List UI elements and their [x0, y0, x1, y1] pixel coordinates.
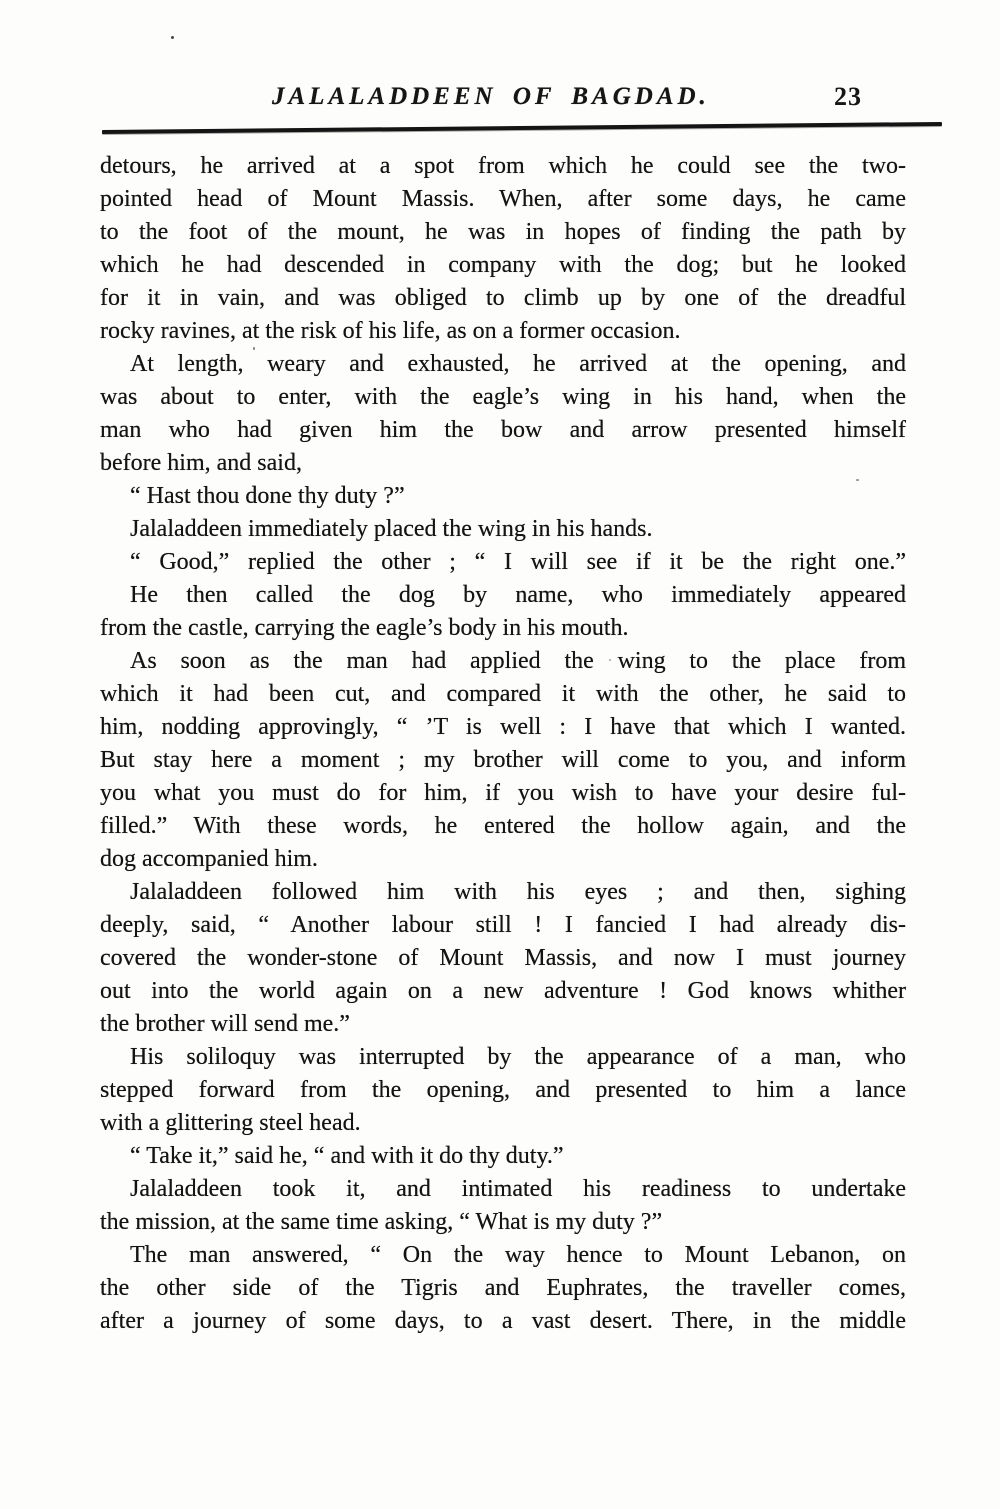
text-line: the mission, at the same time asking, “ What is my duty ?” [100, 1209, 663, 1235]
text-line: But stay here a moment ; my brother will come to you, and inform [100, 747, 906, 773]
text-line: detours, he arrived at a spot from which he could see the two- [100, 153, 906, 179]
text-line: The man answered, “ On the way hence to Mount Lebanon, on [130, 1242, 906, 1268]
text-line: from the castle, carrying the eagle’s body in his mouth. [100, 615, 629, 641]
text-line: out into the world again on a new adventure ! God knows whither [100, 978, 906, 1004]
text-line: “ Hast thou done thy duty ?” [130, 483, 405, 509]
body-text [100, 150, 906, 1338]
text-line: was about to enter, with the eagle’s wing in his hand, when the [100, 384, 906, 410]
text-line: Jalaladdeen immediately placed the wing in his hands. [130, 516, 653, 542]
page-number: 23 [834, 82, 862, 111]
text-line: As soon as the man had applied the wing to the place from [130, 648, 906, 674]
text-line: At length, weary and exhausted, he arrived at the opening, and [130, 351, 906, 377]
text-line: covered the wonder-stone of Mount Massis, and now I must journey [100, 945, 906, 971]
text-line: He then called the dog by name, who immediately appeared [130, 582, 906, 608]
text-line: Jalaladdeen followed him with his eyes ; and then, sighing [130, 879, 906, 905]
text-line: after a journey of some days, to a vast desert. There, in the middle [100, 1308, 906, 1334]
text-line: which it had been cut, and compared it with the other, he said to [100, 681, 906, 707]
text-line: filled.” With these words, he entered the hollow again, and the [100, 813, 906, 839]
text-line: to the foot of the mount, he was in hopes of finding the path by [100, 219, 906, 245]
text-line: the other side of the Tigris and Euphrates, the traveller comes, [100, 1275, 906, 1301]
text-line: before him, and said, [100, 450, 302, 476]
text-line: the brother will send me.” [100, 1011, 350, 1037]
text-line: man who had given him the bow and arrow presented himself [100, 417, 906, 443]
header-rule [102, 122, 942, 134]
text-line: dog accompanied him. [100, 846, 318, 872]
text-line: “ Good,” replied the other ; “ I will see if it be the right one.” [130, 549, 906, 575]
text-line: “ Take it,” said he, “ and with it do thy duty.” [130, 1143, 564, 1169]
text-line: you what you must do for him, if you wish to have your desire ful- [100, 780, 906, 806]
text-line: Jalaladdeen took it, and intimated his readiness to undertake [130, 1176, 906, 1202]
text-line: pointed head of Mount Massis. When, after some days, he came [100, 186, 906, 212]
text-line: deeply, said, “ Another labour still ! I fancied I had already dis- [100, 912, 906, 938]
running-title: JALALADDEEN OF BAGDAD. [272, 83, 710, 110]
text-line: for it in vain, and was obliged to climb up by one of the dreadful [100, 285, 906, 311]
text-line: His soliloquy was interrupted by the appearance of a man, who [130, 1044, 906, 1070]
text-line: rocky ravines, at the risk of his life, as on a former occasion. [100, 318, 681, 344]
text-line: which he had descended in company with the dog; but he looked [100, 252, 906, 278]
text-line: him, nodding approvingly, “ ’T is well : I have that which I wanted. [100, 714, 906, 740]
scan-speck [171, 36, 174, 39]
text-line: stepped forward from the opening, and presented to him a lance [100, 1077, 906, 1103]
text-line: with a glittering steel head. [100, 1110, 361, 1136]
